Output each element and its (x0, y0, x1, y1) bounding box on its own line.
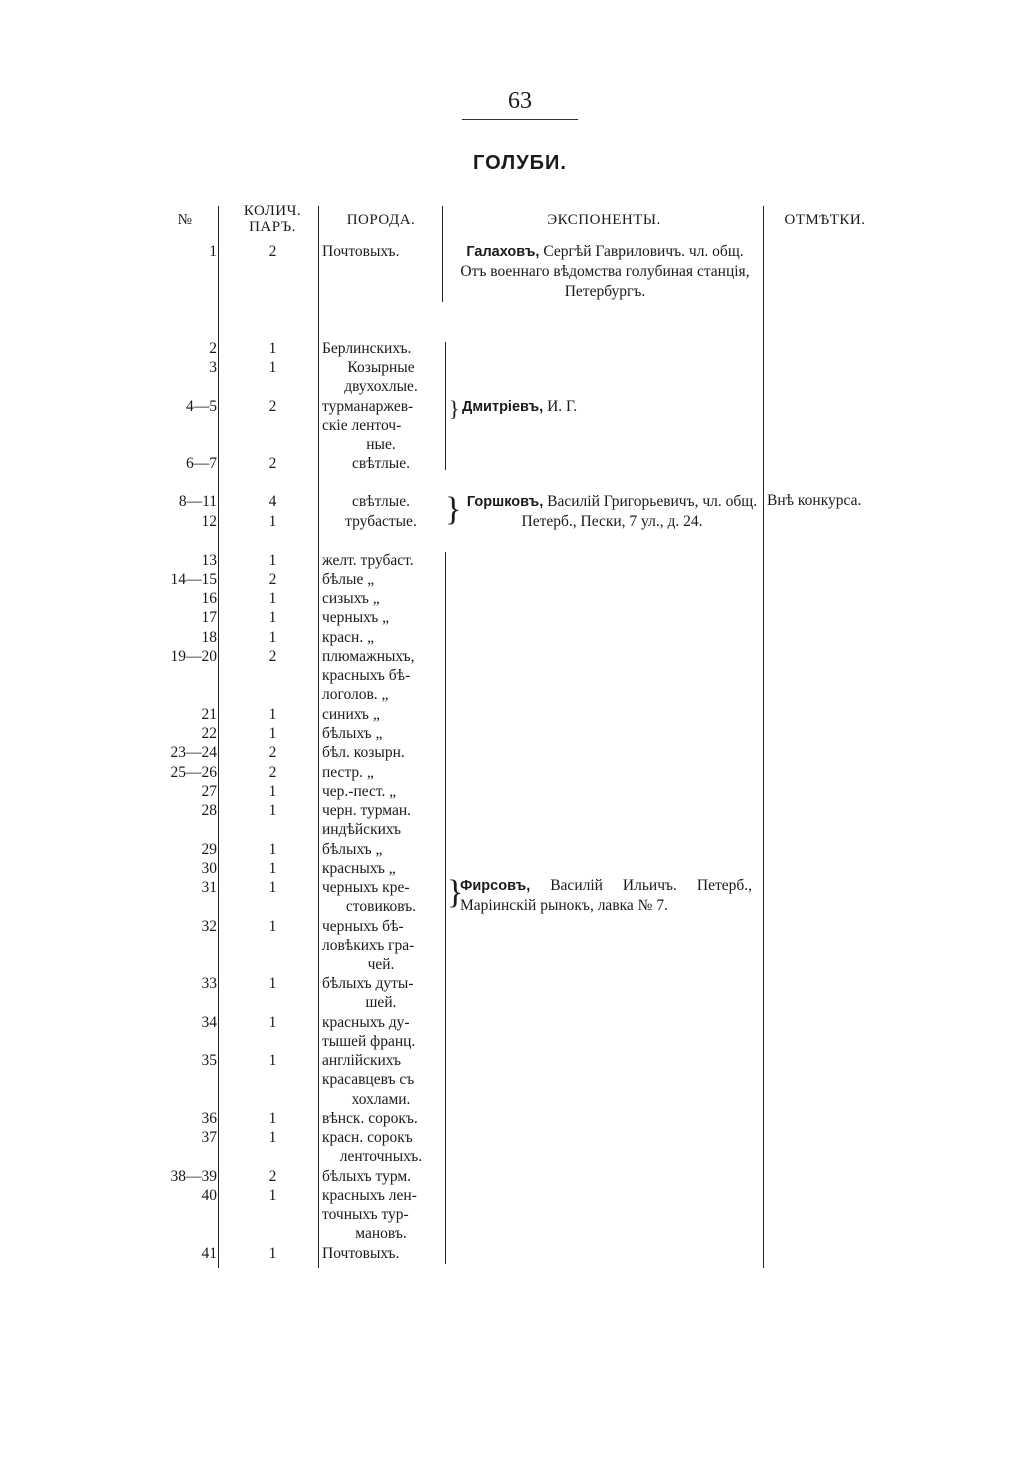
row-breed: красн. сорокъ (322, 1129, 413, 1146)
exhibitor-dmitriev-detail: И. Г. (547, 398, 578, 415)
row-number: 18 (201, 629, 217, 646)
row-quantity: 1 (268, 1052, 277, 1069)
exhibitor-galakhov-name: Галаховъ, (466, 244, 540, 260)
row-quantity: 1 (268, 340, 277, 357)
row-quantity: 1 (268, 802, 277, 819)
row-breed: черн. турман. (322, 802, 412, 819)
row-number: 3 (209, 359, 217, 376)
exhibitor-gorshkov (462, 492, 762, 532)
page-number: 63 (508, 88, 532, 114)
row-quantity: 1 (268, 1110, 277, 1127)
row-breed: бѣлыхъ „ (322, 725, 383, 742)
remark-out-of-competition: Внѣ конкурса. (767, 492, 862, 509)
row-breed: синихъ „ (322, 706, 380, 723)
row-number: 36 (201, 1110, 217, 1127)
row-breed: желт. трубаст. (322, 552, 414, 569)
row-number: 31 (201, 879, 217, 896)
row-number: 8—11 (178, 493, 217, 510)
row-breed: Берлинскихъ. (322, 340, 412, 357)
row-number: 16 (201, 590, 217, 607)
row-breed: ловѣкихъ гра- (322, 937, 415, 954)
exhibitor-galakhov (455, 242, 755, 301)
page-number-rule (462, 119, 578, 120)
group-brace-firsov: } (447, 874, 464, 911)
row-breed: чер.-пест. „ (322, 783, 397, 800)
row-quantity: 2 (268, 744, 277, 761)
row-quantity: 1 (268, 1245, 277, 1262)
column-rule-exhibitors (763, 206, 764, 1268)
row-breed: тышей франц. (322, 1033, 416, 1050)
row-quantity: 2 (268, 1168, 277, 1185)
exhibitor-firsov-detail: Василій Ильичъ. Петерб., Маріинскій рынокъ, лавка № 7. (460, 877, 752, 915)
row-breed: красныхъ „ (322, 860, 396, 877)
row-breed: стовиковъ. (345, 898, 417, 915)
exhibitor-firsov-name: Фирсовъ, (460, 878, 531, 894)
row-number: 27 (201, 783, 217, 800)
header-breed: ПОРОДА. (346, 212, 416, 228)
row-number: 14—15 (170, 571, 217, 588)
exhibitor-dmitriev (462, 397, 577, 417)
row-quantity: 1 (268, 609, 277, 626)
row-quantity: 1 (268, 1129, 277, 1146)
exhibitor-gorshkov-detail: Василій Григорьевичъ, чл. общ. Петерб., Пески, 7 ул., д. 24. (521, 493, 758, 531)
row-breed: хохлами. (351, 1091, 411, 1108)
row-breed: англійскихъ (322, 1052, 401, 1069)
row-number: 2 (209, 340, 217, 357)
column-rule-breed-top (442, 206, 443, 302)
row-number: 23—24 (170, 744, 217, 761)
row-breed: свѣтлые. (352, 493, 410, 510)
page-title: ГОЛУБИ. (473, 152, 567, 174)
row-breed: скіе ленточ- (322, 417, 402, 434)
row-breed: пестр. „ (322, 764, 374, 781)
row-breed: Почтовыхъ. (322, 1245, 400, 1262)
row-number: 33 (201, 975, 217, 992)
row-quantity: 1 (268, 629, 277, 646)
header-exhibitors: ЭКСПОНЕНТЫ. (547, 212, 661, 228)
row-breed: точныхъ тур- (322, 1206, 409, 1223)
row-quantity: 2 (268, 398, 277, 415)
row-quantity: 1 (268, 706, 277, 723)
row-breed: черныхъ „ (322, 609, 390, 626)
row-breed: сизыхъ „ (322, 590, 380, 607)
row-number: 37 (201, 1129, 217, 1146)
row-number: 17 (201, 609, 217, 626)
row-breed: черныхъ бѣ- (322, 918, 404, 935)
row-quantity: 1 (268, 918, 277, 935)
row-number: 28 (201, 802, 217, 819)
column-rule-no (218, 206, 219, 1268)
row-quantity: 1 (268, 552, 277, 569)
row-number: 4—5 (186, 398, 217, 415)
row-breed: чей. (367, 956, 395, 973)
row-number: 1 (209, 243, 217, 260)
row-quantity: 2 (268, 571, 277, 588)
row-breed: черныхъ кре- (322, 879, 410, 896)
exhibitor-firsov (460, 876, 752, 916)
exhibitor-dmitriev-name: Дмитріевъ, (462, 399, 544, 415)
header-qty: КОЛИЧ. ПАРЪ. (243, 203, 302, 235)
row-breed: логолов. „ (322, 686, 389, 703)
group-brace-dmitriev: } (449, 396, 460, 421)
row-number: 34 (201, 1014, 217, 1031)
row-quantity: 1 (268, 783, 277, 800)
row-breed: трубастые. (345, 513, 417, 530)
header-remarks: ОТМѢТКИ. (784, 212, 866, 228)
exhibitor-gorshkov-name: Горшковъ, (466, 494, 544, 510)
row-breed: ленточныхъ. (339, 1148, 423, 1165)
row-breed: шей. (365, 994, 397, 1011)
row-number: 25—26 (170, 764, 217, 781)
row-quantity: 1 (268, 860, 277, 877)
row-number: 13 (201, 552, 217, 569)
row-breed: красн. „ (322, 629, 374, 646)
row-quantity: 2 (268, 764, 277, 781)
row-number: 38—39 (170, 1168, 217, 1185)
row-breed: вѣнск. сорокъ. (322, 1110, 418, 1127)
row-quantity: 4 (268, 493, 277, 510)
exhibitor-galakhov-detail: Сергѣй Гавриловичъ. чл. общ. Отъ военнаго вѣдомства голубиная станція, Петербургъ. (460, 243, 750, 300)
row-breed: красныхъ лен- (322, 1187, 417, 1204)
row-quantity: 1 (268, 725, 277, 742)
row-breed: Почтовыхъ. (322, 243, 400, 260)
row-breed: двухохлые. (344, 378, 418, 395)
row-number: 19—20 (170, 648, 217, 665)
row-breed: бѣл. козырн. (322, 744, 405, 761)
header-no: № (177, 212, 193, 228)
row-number: 30 (201, 860, 217, 877)
row-quantity: 2 (268, 648, 277, 665)
row-quantity: 1 (268, 975, 277, 992)
row-number: 22 (201, 725, 217, 742)
row-breed: турманаржев- (322, 398, 414, 415)
row-quantity: 1 (268, 1014, 277, 1031)
row-number: 41 (201, 1245, 217, 1262)
row-breed: мановъ. (355, 1225, 407, 1242)
row-breed: Козырные (347, 359, 415, 376)
group-brace-gorshkov: } (445, 491, 462, 528)
row-breed: красавцевъ съ (322, 1071, 415, 1088)
row-quantity: 1 (268, 841, 277, 858)
row-number: 29 (201, 841, 217, 858)
row-quantity: 2 (268, 243, 277, 260)
row-breed: бѣлые „ (322, 571, 375, 588)
row-quantity: 1 (268, 1187, 277, 1204)
row-breed: бѣлыхъ дуты- (322, 975, 414, 992)
row-breed: ные. (366, 436, 396, 453)
row-quantity: 1 (268, 879, 277, 896)
row-breed: бѣлыхъ турм. (322, 1168, 412, 1185)
group-bracket-firsov (441, 552, 446, 1264)
row-quantity: 2 (268, 455, 277, 472)
row-number: 35 (201, 1052, 217, 1069)
row-quantity: 1 (268, 590, 277, 607)
row-number: 6—7 (186, 455, 217, 472)
row-number: 32 (201, 918, 217, 935)
row-breed: бѣлыхъ „ (322, 841, 383, 858)
row-number: 40 (201, 1187, 217, 1204)
row-breed: плюмажныхъ, (322, 648, 415, 665)
row-quantity: 1 (268, 359, 277, 376)
row-breed: свѣтлые. (352, 455, 410, 472)
row-breed: индѣйскихъ (322, 821, 402, 838)
row-number: 12 (201, 513, 217, 530)
row-number: 21 (201, 706, 217, 723)
group-bracket-dmitriev (441, 342, 446, 470)
row-quantity: 1 (268, 513, 277, 530)
row-breed: красныхъ бѣ- (322, 667, 411, 684)
row-breed: красныхъ ду- (322, 1014, 410, 1031)
